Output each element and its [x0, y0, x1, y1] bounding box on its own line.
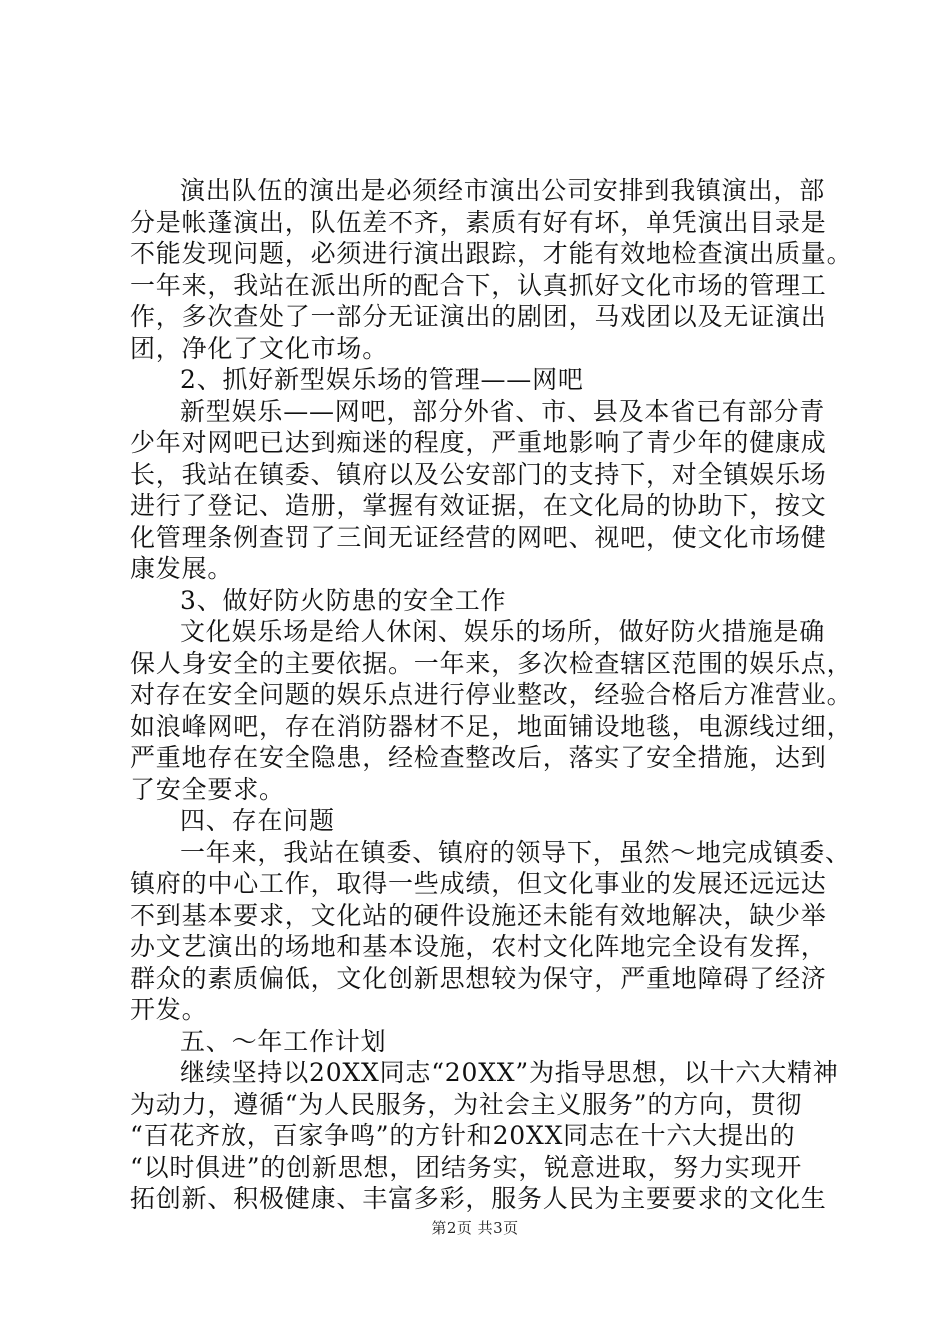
- text-line: 了安全要求。: [130, 774, 285, 804]
- text-line: 拓创新、积极健康、丰富多彩，服务人民为主要要求的文化生: [130, 1184, 827, 1213]
- text-line: 演出队伍的演出是必须经市演出公司安排到我镇演出，部: [180, 176, 826, 205]
- text-line: “以时俱进”的创新思想，团结务实，锐意进取，努力实现开: [130, 1152, 803, 1182]
- text-line: “百花齐放，百家争鸣”的方针和20XX同志在十六大提出的: [130, 1121, 796, 1150]
- text-line: 康发展。: [130, 554, 234, 583]
- text-line: 保人身安全的主要依据。一年来，多次检查辖区范围的娱乐点，: [130, 648, 853, 678]
- text-line: 团，净化了文化市场。: [130, 333, 389, 363]
- text-line: 开发。: [130, 995, 208, 1024]
- text-line: 一年来，我站在镇委、镇府的领导下，虽然～地完成镇委、: [180, 837, 851, 867]
- text-line: 3、做好防火防患的安全工作: [180, 585, 507, 615]
- text-line: 作，多次查处了一部分无证演出的剧团，马戏团以及无证演出: [130, 302, 827, 331]
- text-line: 为动力，遵循“为人民服务，为社会主义服务”的方向，贯彻: [130, 1089, 803, 1119]
- text-line: 办文艺演出的场地和基本设施，农村文化阵地完全设有发挥，: [130, 932, 827, 961]
- text-line: 分是帐蓬演出，队伍差不齐，素质有好有坏，单凭演出目录是: [130, 207, 827, 237]
- text-line: 文化娱乐场是给人休闲、娱乐的场所，做好防火措施是确: [180, 617, 826, 646]
- text-line: 镇府的中心工作，取得一些成绩，但文化事业的发展还远远达: [130, 869, 827, 898]
- text-line: 群众的素质偏低，文化创新思想较为保守，严重地障碍了经济: [130, 963, 827, 993]
- text-line: 新型娱乐——网吧，部分外省、市、县及本省已有部分青: [180, 396, 826, 426]
- text-line: 不到基本要求，文化站的硬件设施还未能有效地解决，缺少举: [130, 900, 827, 930]
- text-line: 继续坚持以20XX同志“20XX”为指导思想，以十六大精神: [180, 1058, 839, 1087]
- document-body: [130, 175, 853, 1215]
- text-line: 化管理条例查罚了三间无证经营的网吧、视吧，使文化市场健: [130, 522, 827, 552]
- text-line: 2、抓好新型娱乐场的管理——网吧: [180, 365, 584, 394]
- text-line: 长，我站在镇委、镇府以及公安部门的支持下，对全镇娱乐场: [130, 459, 827, 489]
- text-line: 如浪峰网吧，存在消防器材不足，地面铺设地毯，电源线过细，: [130, 711, 853, 741]
- text-line: 四、存在问题: [180, 806, 335, 835]
- text-line: 一年来，我站在派出所的配合下，认真抓好文化市场的管理工: [130, 270, 827, 300]
- text-line: 对存在安全问题的娱乐点进行停业整改，经验合格后方准营业。: [130, 680, 853, 709]
- text-line: 进行了登记、造册，掌握有效证据，在文化局的协助下，按文: [130, 491, 827, 520]
- text-line: 五、～年工作计划: [180, 1026, 387, 1056]
- text-line: 严重地存在安全隐患，经检查整改后，落实了安全措施，达到: [130, 743, 827, 772]
- text-line: 不能发现问题，必须进行演出跟踪，才能有效地检查演出质量。: [130, 239, 853, 268]
- text-line: 少年对网吧已达到痴迷的程度，严重地影响了青少年的健康成: [130, 428, 827, 457]
- page-footer: 第2页 共3页: [431, 1219, 519, 1237]
